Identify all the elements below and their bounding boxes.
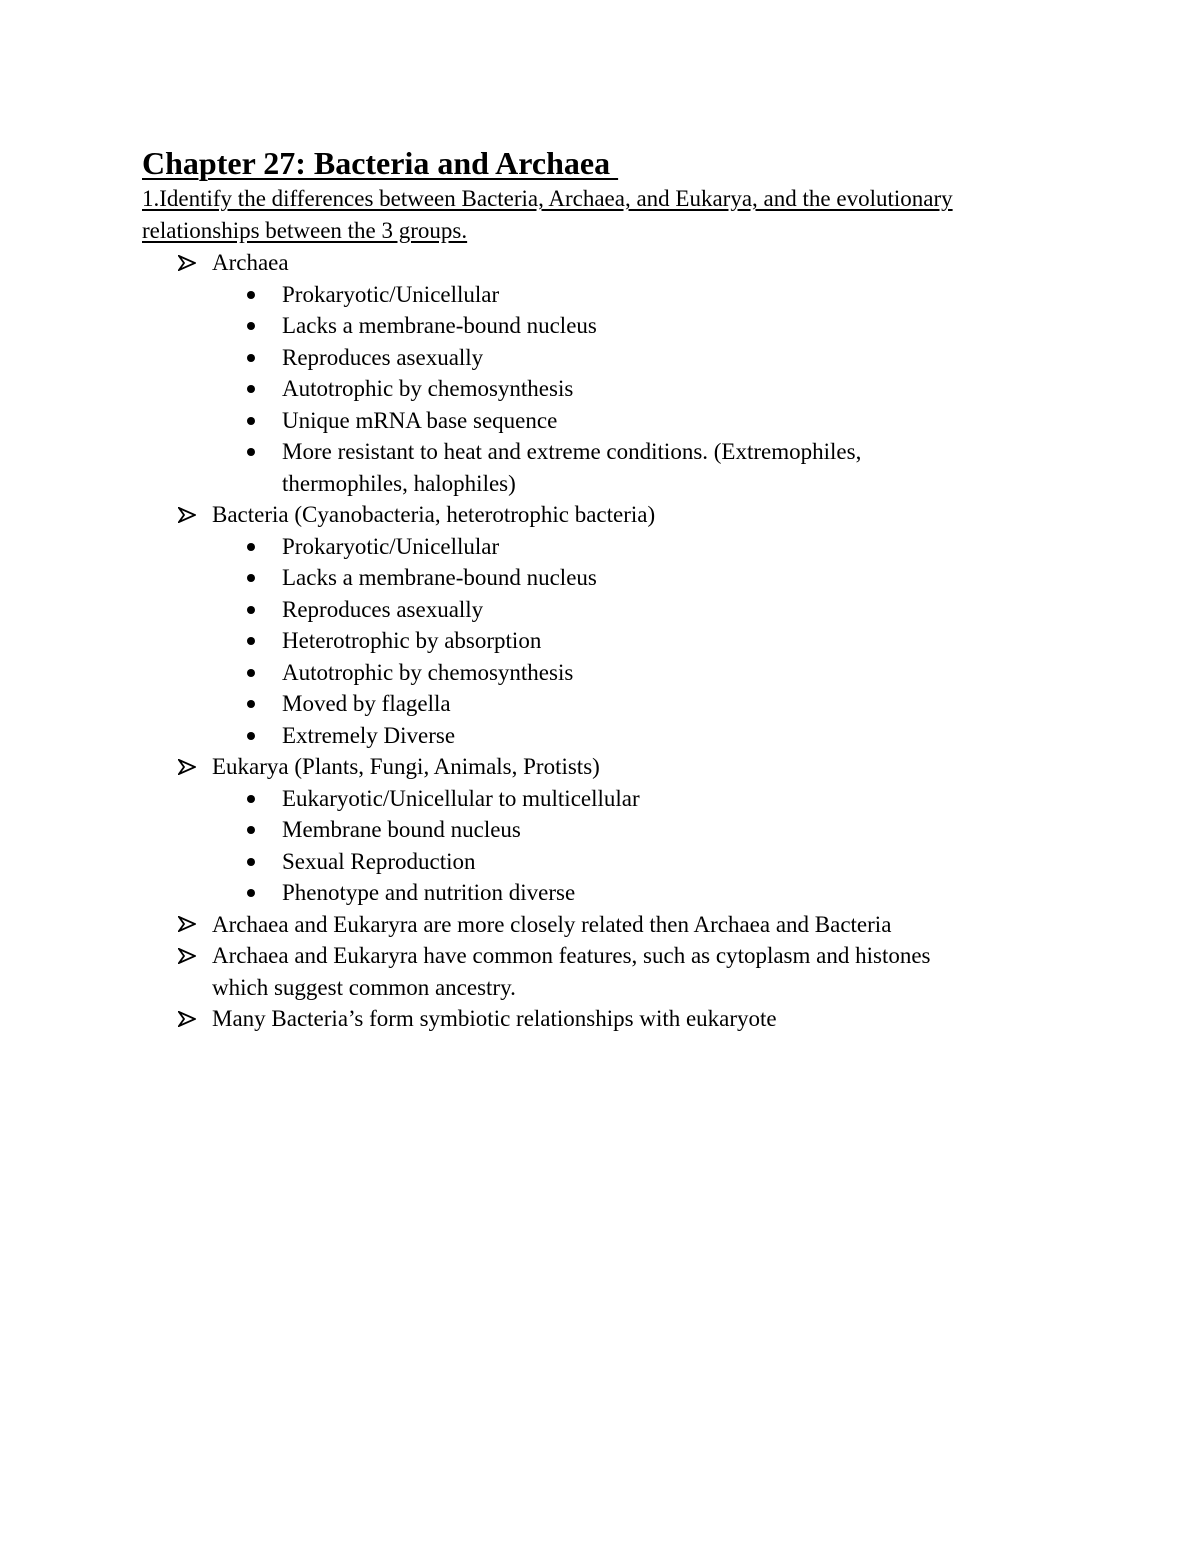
list-item-text: Membrane bound nucleus (282, 817, 521, 842)
list-item (212, 531, 982, 563)
bullet-dot-icon (247, 606, 255, 614)
statement-text: Archaea and Eukaryra are more closely related then Archaea and Bacteria (212, 911, 892, 937)
list-item (212, 373, 982, 405)
section-eukarya (142, 751, 1042, 909)
bullet-dot-icon (247, 448, 255, 456)
list-item (212, 342, 982, 374)
section-archaea (142, 247, 1042, 499)
list-item-text: Extremely Diverse (282, 722, 456, 748)
list-item (212, 625, 982, 657)
list-item (212, 877, 982, 909)
list-item (212, 279, 982, 311)
list-item-text: Prokaryotic/Unicellular (282, 533, 500, 559)
bullet-dot-icon (247, 826, 255, 834)
bullet-dot-icon (247, 291, 255, 299)
list-item (212, 846, 982, 878)
list-item (212, 688, 982, 720)
statement-item (142, 1003, 1042, 1035)
section-label: Eukarya (Plants, Fungi, Animals, Protists) (212, 754, 600, 779)
statement-text: Archaea and Eukaryra have common features, such as cytoplasm and histones which suggest common ancestry. (212, 943, 931, 1000)
list-item (212, 562, 982, 594)
list-item (212, 436, 982, 499)
arrow-bullet-icon (178, 751, 198, 783)
list-item (212, 783, 982, 815)
statement-text: Many Bacteria’s form symbiotic relationships with eukaryote (212, 1006, 777, 1031)
list-item-text: Lacks a membrane-bound nucleus (282, 313, 597, 338)
section-item-list (212, 783, 1042, 909)
bullet-dot-icon (247, 795, 255, 803)
list-item-text: Phenotype and nutrition diverse (282, 880, 576, 905)
bullet-dot-icon (247, 385, 255, 393)
bullet-dot-icon (247, 858, 255, 866)
bullet-dot-icon (247, 732, 255, 740)
list-item (212, 814, 982, 846)
section-bacteria (142, 499, 1042, 751)
section-label: Bacteria (Cyanobacteria, heterotrophic bacteria) (212, 502, 656, 527)
list-item-text: Moved by flagella (282, 691, 451, 716)
arrow-bullet-icon (178, 499, 198, 531)
list-item (212, 405, 982, 437)
bullet-dot-icon (247, 700, 255, 708)
list-item-text: Reproduces asexually (282, 344, 484, 370)
arrow-bullet-icon (178, 940, 198, 972)
outline-list (142, 247, 1042, 1035)
list-item-text: Autotrophic by chemosynthesis (282, 659, 574, 685)
chapter-title: Chapter 27: Bacteria and Archaea (142, 145, 619, 181)
list-item-text: Eukaryotic/Unicellular to multicellular (282, 785, 640, 811)
bullet-dot-icon (247, 574, 255, 582)
bullet-dot-icon (247, 543, 255, 551)
list-item-text: More resistant to heat and extreme conditions. (Extremophiles, thermophiles, halophiles) (282, 439, 862, 496)
statement-item (142, 940, 1042, 1003)
bullet-dot-icon (247, 889, 255, 897)
list-item-text: Unique mRNA base sequence (282, 407, 558, 433)
bullet-dot-icon (247, 417, 255, 425)
section-item-list (212, 531, 1042, 752)
list-item-text: Sexual Reproduction (282, 848, 476, 874)
section-label: Archaea (212, 250, 289, 275)
bullet-dot-icon (247, 669, 255, 677)
list-item (212, 594, 982, 626)
list-item-text: Lacks a membrane-bound nucleus (282, 565, 597, 590)
list-item (212, 720, 982, 752)
list-item (212, 310, 982, 342)
arrow-bullet-icon (178, 1003, 198, 1035)
list-item-text: Heterotrophic by absorption (282, 628, 542, 653)
bullet-dot-icon (247, 354, 255, 362)
arrow-bullet-icon (178, 909, 198, 941)
bullet-dot-icon (247, 637, 255, 645)
list-item-text: Prokaryotic/Unicellular (282, 281, 500, 307)
list-item (212, 657, 982, 689)
document-content (142, 143, 1042, 1035)
bullet-dot-icon (247, 322, 255, 330)
list-item-text: Reproduces asexually (282, 596, 484, 622)
arrow-bullet-icon (178, 247, 198, 279)
section-item-list (212, 279, 1042, 500)
list-item-text: Autotrophic by chemosynthesis (282, 376, 574, 401)
statement-item (142, 909, 1042, 941)
question-heading: 1.Identify the differences between Bacteria, Archaea, and Eukarya, and the evolutionary relationships between the 3 groups. (142, 186, 953, 243)
